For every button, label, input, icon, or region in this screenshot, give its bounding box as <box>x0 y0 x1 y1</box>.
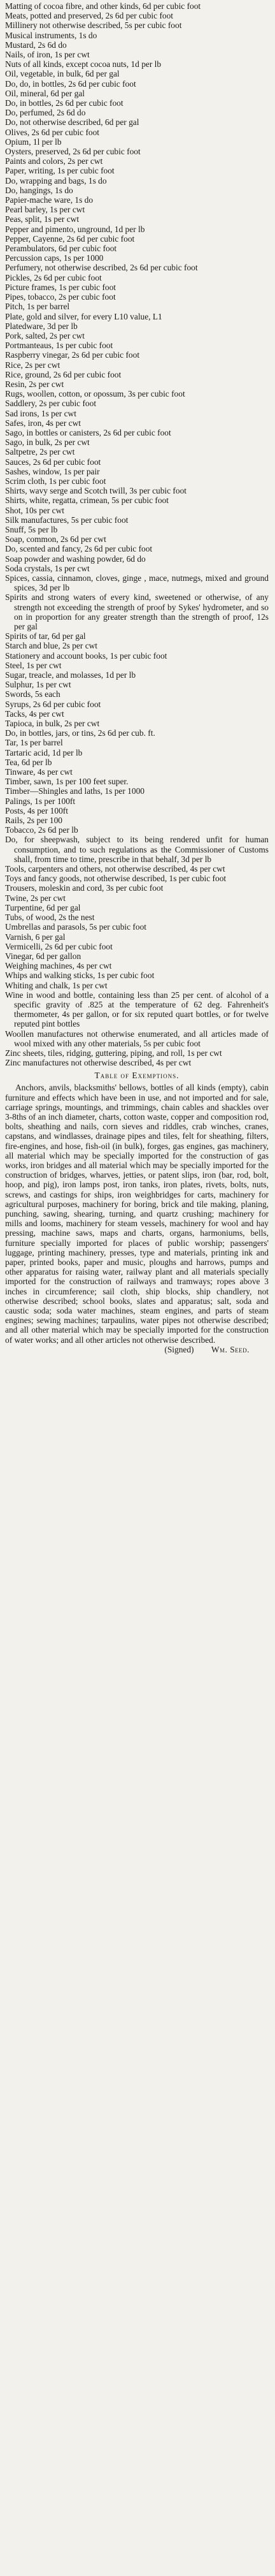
tariff-entry: Paints and colors, 2s per cwt <box>5 156 103 166</box>
tariff-entry: Woollen manufactures not otherwise enumerated, and all articles made of wool mixed with any other materials, 5s per cubic foot <box>5 1028 269 1048</box>
tariff-entry: Meats, potted and preserved, 2s 6d per cubic foot <box>5 11 174 21</box>
tariff-entry: Do, for sheepwash, subject to its being rendered unfit for human consumption, and to such regulations as the Commissioner of Customs shall, from time to time, prescribe in that behalf, 3d per lb <box>5 835 269 864</box>
tariff-entry: Umbrellas and parasols, 5s per cubic foot <box>5 922 146 932</box>
tariff-entry: Timber, sawn, 1s per 100 feet super. <box>5 777 129 787</box>
tariff-entry: Shirts, white, regatta, crimean, 5s per cubic foot <box>5 495 169 506</box>
tariff-entries-list <box>5 1 269 1067</box>
tariff-entry: Tubs, of wood, 2s the nest <box>5 912 95 923</box>
tariff-entry: Percussion caps, 1s per 1000 <box>5 253 104 263</box>
tariff-entry: Tobacco, 2s 6d per lb <box>5 825 78 835</box>
tariff-entry: Rice, 2s per cwt <box>5 360 60 370</box>
tariff-entry: Matting of cocoa fibre, and other kinds, 6d per cubic foot <box>5 1 201 11</box>
tariff-entry: Swords, 5s each <box>5 689 60 699</box>
tariff-entry: Rugs, woollen, cotton, or opossum, 3s per cubic foot <box>5 389 185 399</box>
exemptions-heading: Table of Exemptions. <box>94 1071 180 1081</box>
tariff-entry: Pepper and pimento, unground, 1d per lb <box>5 224 145 234</box>
tariff-entry: Nuts of all kinds, except cocoa nuts, 1d per lb <box>5 59 162 70</box>
tariff-entry: Platedware, 3d per lb <box>5 321 78 331</box>
tariff-entry: Wine in wood and bottle, containing less than 25 per cent. of alcohol of a specific gravity of .825 at the temperature of 62 deg. Fahrenheit's thermometer, 4s per gallon, or for six reputed quart bottles, or for twelve reputed pint bottles <box>5 990 269 1029</box>
tariff-entry: Soap powder and washing powder, 6d do <box>5 553 146 564</box>
tariff-entry: Soda crystals, 1s per cwt <box>5 563 90 573</box>
signature-label: (Signed) <box>164 1344 194 1354</box>
tariff-entry: Soap, common, 2s 6d per cwt <box>5 534 106 545</box>
tariff-entry: Snuff, 5s per lb <box>5 524 58 534</box>
tariff-entry: Mustard, 2s 6d do <box>5 40 67 50</box>
tariff-entry: Sad irons, 1s per cwt <box>5 408 76 418</box>
tariff-entry: Do, scented and fancy, 2s 6d per cubic foot <box>5 544 153 554</box>
tariff-entry: Tar, 1s per barrel <box>5 738 63 748</box>
tariff-entry: Nails, of iron, 1s per cwt <box>5 50 90 60</box>
tariff-entry: Do, perfumed, 2s 6d do <box>5 108 86 118</box>
tariff-entry: Pearl barley, 1s per cwt <box>5 205 85 215</box>
tariff-entry: Peas, split, 1s per cwt <box>5 214 80 224</box>
tariff-entry: Spirits of tar, 6d per gal <box>5 631 86 641</box>
tariff-entry: Raspberry vinegar, 2s 6d per cubic foot <box>5 350 140 360</box>
tariff-entry: Papier-mache ware, 1s do <box>5 195 94 205</box>
tariff-entry: Tea, 6d per lb <box>5 757 52 767</box>
tariff-entry: Musical instruments, 1s do <box>5 30 97 40</box>
tariff-entry: Pickles, 2s 6d per cubic foot <box>5 272 102 282</box>
tariff-entry: Timber—Shingles and laths, 1s per 1000 <box>5 786 145 796</box>
tariff-entry: Do, hangings, 1s do <box>5 185 73 195</box>
tariff-entry: Rice, ground, 2s 6d per cubic foot <box>5 369 122 379</box>
tariff-entry: Resin, 2s per cwt <box>5 379 64 389</box>
tariff-entry: Stationery and account books, 1s per cubic foot <box>5 650 167 661</box>
tariff-entry: Portmanteaus, 1s per cubic foot <box>5 340 113 351</box>
tariff-entry: Toys and fancy goods, not otherwise described, 1s per cubic foot <box>5 874 227 884</box>
tariff-entry: Rails, 2s per 100 <box>5 816 63 826</box>
tariff-entry: Turpentine, 6d per gal <box>5 902 81 912</box>
tariff-entry: Do, do, in bottles, 2s 6d per cubic foot <box>5 78 136 89</box>
tariff-entry: Varnish, 6 per gal <box>5 932 66 942</box>
tariff-entry: Pork, salted, 2s per cwt <box>5 330 85 340</box>
tariff-entry: Sago, in bottles or canisters, 2s 6d per cubic foot <box>5 427 171 437</box>
tariff-entry: Spirits and strong waters of every kind, sweetened or otherwise, of any strength not exceeding the strength of proof by Sykes' hydrometer, and so on in proportion for any greater strength than the strength of proof, 12s per gal <box>5 592 269 631</box>
tariff-entry: Saltpetre, 2s per cwt <box>5 447 75 457</box>
tariff-entry: Zinc manufactures not otherwise described, 4s per cwt <box>5 1058 192 1068</box>
tariff-entry: Oil, mineral, 6d per gal <box>5 88 85 98</box>
tariff-entry: Steel, 1s per cwt <box>5 660 62 670</box>
tariff-entry: Sauces, 2s 6d per cubic foot <box>5 457 101 467</box>
tariff-entry: Perfumery, not otherwise described, 2s 6d per cubic foot <box>5 263 198 273</box>
tariff-entry: Pepper, Cayenne, 2s 6d per cubic foot <box>5 233 135 244</box>
tariff-entry: Pitch, 1s per barrel <box>5 302 70 312</box>
tariff-entry: Sulphur, 1s per cwt <box>5 680 71 690</box>
tariff-entry: Palings, 1s per 100ft <box>5 796 76 806</box>
tariff-entry: Whips and walking sticks, 1s per cubic foot <box>5 970 155 981</box>
signature-line <box>5 1345 269 1355</box>
tariff-entry: Whiting and chalk, 1s per cwt <box>5 980 108 990</box>
tariff-entry: Silk manufactures, 5s per cubic foot <box>5 515 129 525</box>
tariff-entry: Tinware, 4s per cwt <box>5 767 73 777</box>
tariff-entry: Plate, gold and silver, for every L10 value, L1 <box>5 311 162 321</box>
tariff-entry: Do, in bottles, jars, or tins, 2s 6d per cub. ft. <box>5 728 155 738</box>
tariff-entry: Paper, writing, 1s per cubic foot <box>5 166 115 176</box>
tariff-entry: Vermicelli, 2s 6d per cubic foot <box>5 941 113 951</box>
tariff-entry: Shot, 10s per cwt <box>5 505 64 515</box>
tariff-entry: Spices, cassia, cinnamon, cloves, ginge , mace, nutmegs, mixed and ground spices, 3d per lb <box>5 573 269 593</box>
tariff-entry: Olives, 2s 6d per cubic foot <box>5 127 100 137</box>
tariff-entry: Millinery not otherwise described, 5s per cubic foot <box>5 20 182 31</box>
tariff-entry: Posts, 4s per 100ft <box>5 805 68 816</box>
tariff-entry: Do, in bottles, 2s 6d per cubic foot <box>5 98 123 108</box>
tariff-entry: Weighing machines, 4s per cwt <box>5 961 112 971</box>
tariff-entry: Safes, iron, 4s per cwt <box>5 418 81 428</box>
tariff-entry: Picture frames, 1s per cubic foot <box>5 282 116 292</box>
tariff-entry: Vinegar, 6d per gallon <box>5 951 81 961</box>
tariff-entry: Pipes, tobacco, 2s per cubic foot <box>5 292 116 302</box>
tariff-entry: Tapioca, in bulk, 2s per cwt <box>5 719 100 729</box>
tariff-entry: Tacks, 4s per cwt <box>5 708 64 719</box>
tariff-entry: Sugar, treacle, and molasses, 1d per lb <box>5 670 136 680</box>
tariff-entry: Sashes, window, 1s per pair <box>5 466 100 476</box>
tariff-entry: Starch and blue, 2s per cwt <box>5 641 98 651</box>
tariff-entry: Opium, 1l per lb <box>5 136 62 147</box>
tariff-entry: Scrim cloth, 1s per cubic foot <box>5 476 106 486</box>
tariff-entry: Sago, in bulk, 2s per cwt <box>5 437 90 448</box>
signature-name: Wm. Seed. <box>211 1344 250 1354</box>
tariff-entry: Do, not otherwise described, 6d per gal <box>5 117 139 128</box>
tariff-entry: Syrups, 2s 6d per cubic foot <box>5 699 101 709</box>
tariff-entry: Oil, vegetable, in bulk, 6d per gal <box>5 69 120 79</box>
tariff-entry: Zinc sheets, tiles, ridging, guttering, piping, and roll, 1s per cwt <box>5 1048 222 1058</box>
tariff-entry: Perambulators, 6d per cubic foot <box>5 244 117 254</box>
tariff-entry: Oysters, preserved, 2s 6d per cubic foot <box>5 147 141 157</box>
tariff-entry: Twine, 2s per cwt <box>5 893 66 903</box>
tariff-entry: Do, wrapping and bags, 1s do <box>5 175 107 186</box>
tariff-entry: Trousers, moleskin and cord, 3s per cubic foot <box>5 883 164 893</box>
exemptions-paragraph: Anchors, anvils, blacksmiths' bellows, bottles of all kinds (empty), cabin furniture and effects which have been in use, and not imported and for sale, carriage springs, mountings, and trimmings, chain cables and shackles over 3-8ths of an inch diameter, charts, cotton waste, copper and composition rod, bolts, sheathing and nails, corn sieves and riddles, crab winches, cranes, capstans, and windlasses, drainage pipes and tiles, felt for sheathing, filters, fire-engines, and hose, fish-oil (in bulk), forges, gas engines, gas machinery, all material which may be specially imported for the construction of gas works, iron bridges and all material which may be specially imported for the construction of bridges, wharves, jetties, or patent slips, iron (bar, rod, bolt, hoop, and pig), iron lamps post, iron tanks, iron plates, rivets, bolts, nuts, screws, and castings for ships, iron weighbridges for carts, machinery for agricultural purposes, machinery for boring, brick and tile making, planing, punching, sawing, shearing, turning, and quartz crushing; machinery for mills and looms, machinery for steam vessels, machinery for wool and hay pressing, machine saws, maps and charts, organs, harmoniums, bells, furniture specially imported for places of public worship; passengers' luggage, printing machinery, presses, type and materials, printing ink and paper, printed books, paper and music, ploughs and harrows, pumps and other apparatus for raising water, railway plant and all materials specially imported for the construction of railways and tramways; ropes above 3 inches in circumference; sail cloth, ship blocks, ship chandlery, not otherwise described; school books, slates and apparatus; salt, soda and caustic soda; soda water machines, steam engines, and parts of steam engines; sewing machines; tarpaulins, water pipes not otherwise described; and all other material which may be specially imported for the construction of water works; and all other articles not otherwise described. <box>5 1083 269 1345</box>
tariff-entry: Tools, carpenters and others, not otherwise described, 4s per cwt <box>5 864 225 874</box>
tariff-entry: Saddlery, 2s per cubic foot <box>5 399 97 409</box>
tariff-entry: Shirts, wavy serge and Scotch twill, 3s per cubic foot <box>5 486 187 496</box>
tariff-entry: Tartaric acid, 1d per lb <box>5 747 83 757</box>
